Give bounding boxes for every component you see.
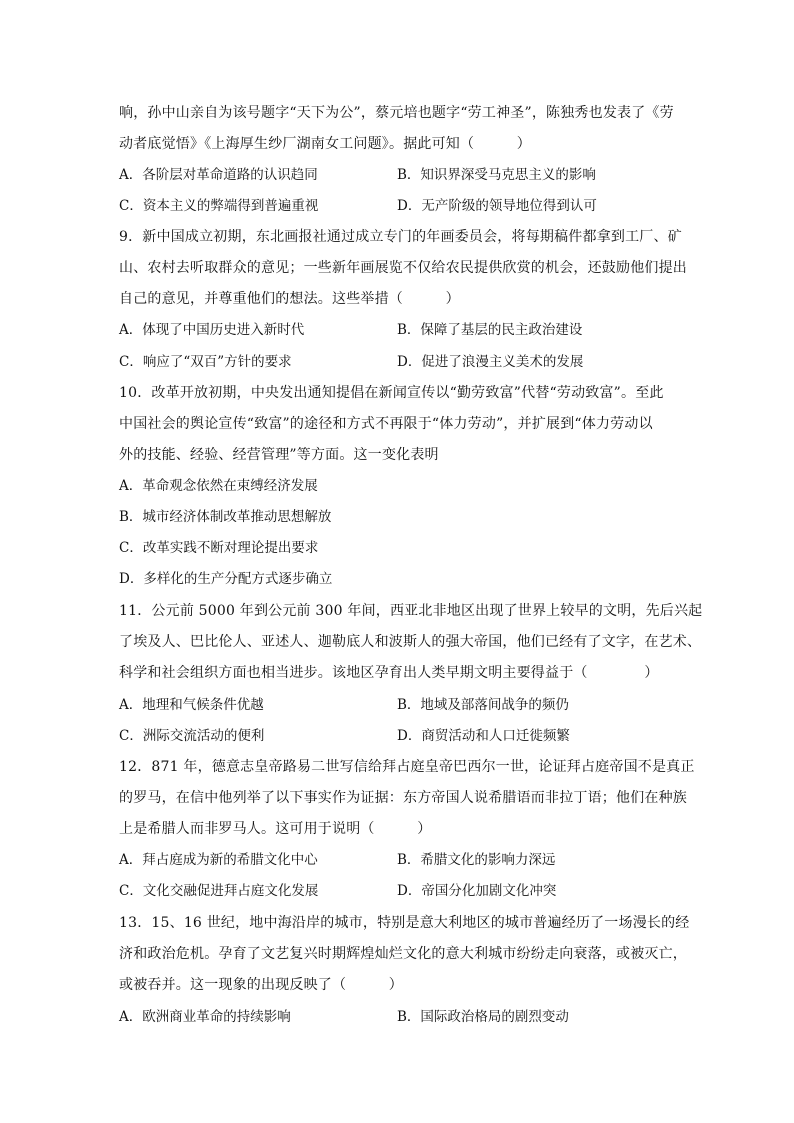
q8-option-c[interactable]: C．资本主义的弊端得到普遍重视 [119,198,319,214]
q13-option-a[interactable]: A．欧洲商业革命的持续影响 [119,1009,291,1025]
q10-option-b[interactable]: B．城市经济体制改革推动思想解放 [119,509,332,525]
q8-option-b[interactable]: B．知识界深受马克思主义的影响 [397,167,596,183]
q10-stem-line-2: 中国社会的舆论宣传“致富”的途径和方式不再限于“体力劳动”，并扩展到“体力劳动以 [119,416,653,432]
q13-stem-line-1: 13．15、16 世纪，地中海沿岸的城市，特别是意大利地区的城市普遍经历了一场漫长的经 [119,915,690,931]
q9-stem-line-1: 9．新中国成立初期，东北画报社通过成立专门的年画委员会，将每期稿件都拿到工厂、矿 [119,229,682,245]
q8-stem-line-1: 响，孙中山亲自为该号题字“天下为公”，蔡元培也题字“劳工神圣”，陈独秀也发表了《劳 [119,105,674,121]
q9-stem-line-3: 自己的意见，并尊重他们的想法。这些举措（ ） [119,291,460,307]
q9-option-d[interactable]: D．促进了浪漫主义美术的发展 [397,354,584,370]
q11-option-a[interactable]: A．地理和气候条件优越 [119,697,264,713]
q10-stem-line-1: 10．改革开放初期，中央发出通知提倡在新闻宣传以“勤劳致富”代替“劳动致富”。至此 [119,385,664,401]
q11-option-b[interactable]: B．地域及部落间战争的频仍 [397,697,569,713]
q11-option-c[interactable]: C．洲际交流活动的便利 [119,728,265,744]
q10-option-a[interactable]: A．革命观念依然在束缚经济发展 [119,478,318,494]
q12-option-c[interactable]: C．文化交融促进拜占庭文化发展 [119,883,319,899]
q8-option-a[interactable]: A．各阶层对革命道路的认识趋同 [119,167,318,183]
q12-stem-line-2: 的罗马，在信中他列举了以下事实作为证据：东方帝国人说希腊语而非拉丁语；他们在种族 [119,790,687,806]
q12-option-d[interactable]: D．帝国分化加剧文化冲突 [397,883,557,899]
q13-option-b[interactable]: B．国际政治格局的剧烈变动 [397,1009,569,1025]
q12-option-a[interactable]: A．拜占庭成为新的希腊文化中心 [119,852,318,868]
q10-option-c[interactable]: C．改革实践不断对理论提出要求 [119,540,319,556]
q9-option-c[interactable]: C．响应了“双百”方针的要求 [119,354,292,370]
q9-option-a[interactable]: A．体现了中国历史进入新时代 [119,322,305,338]
q11-stem-line-2: 了埃及人、巴比伦人、亚述人、迦勒底人和波斯人的强大帝国，他们已经有了文字，在艺术、 [119,634,702,650]
q11-stem-line-1: 11．公元前 5000 年到公元前 300 年间，西亚北非地区出现了世界上较早的文明，先后兴起 [119,603,703,619]
q8-stem-line-2: 动者底觉悟》《上海厚生纱厂湖南女工问题》。据此可知（ ） [119,136,531,152]
q12-stem-line-3: 上是希腊人而非罗马人。这可用于说明（ ） [119,821,432,837]
q11-stem-line-3: 科学和社会组织方面也相当进步。该地区孕育出人类早期文明主要得益于（ ） [119,665,659,681]
q9-stem-line-2: 山、农村去听取群众的意见；一些新年画展览不仅给农民提供欣赏的机会，还鼓励他们提出 [119,260,687,276]
q13-stem-line-3: 或被吞并。这一现象的出现反映了（ ） [119,977,403,993]
q11-option-d[interactable]: D．商贸活动和人口迁徙频繁 [397,728,570,744]
q12-stem-line-1: 12．871 年，德意志皇帝路易二世写信给拜占庭皇帝巴西尔一世，论证拜占庭帝国不是真正 [119,759,695,775]
q10-option-d[interactable]: D．多样化的生产分配方式逐步确立 [119,571,333,587]
q10-stem-line-3: 外的技能、经验、经营管理”等方面。这一变化表明 [119,447,439,463]
q13-stem-line-2: 济和政治危机。孕育了文艺复兴时期辉煌灿烂文化的意大利城市纷纷走向衰落，或被灭亡， [119,946,687,962]
q8-option-d[interactable]: D．无产阶级的领导地位得到认可 [397,198,597,214]
q12-option-b[interactable]: B．希腊文化的影响力深远 [397,852,556,868]
q9-option-b[interactable]: B．保障了基层的民主政治建设 [397,322,583,338]
